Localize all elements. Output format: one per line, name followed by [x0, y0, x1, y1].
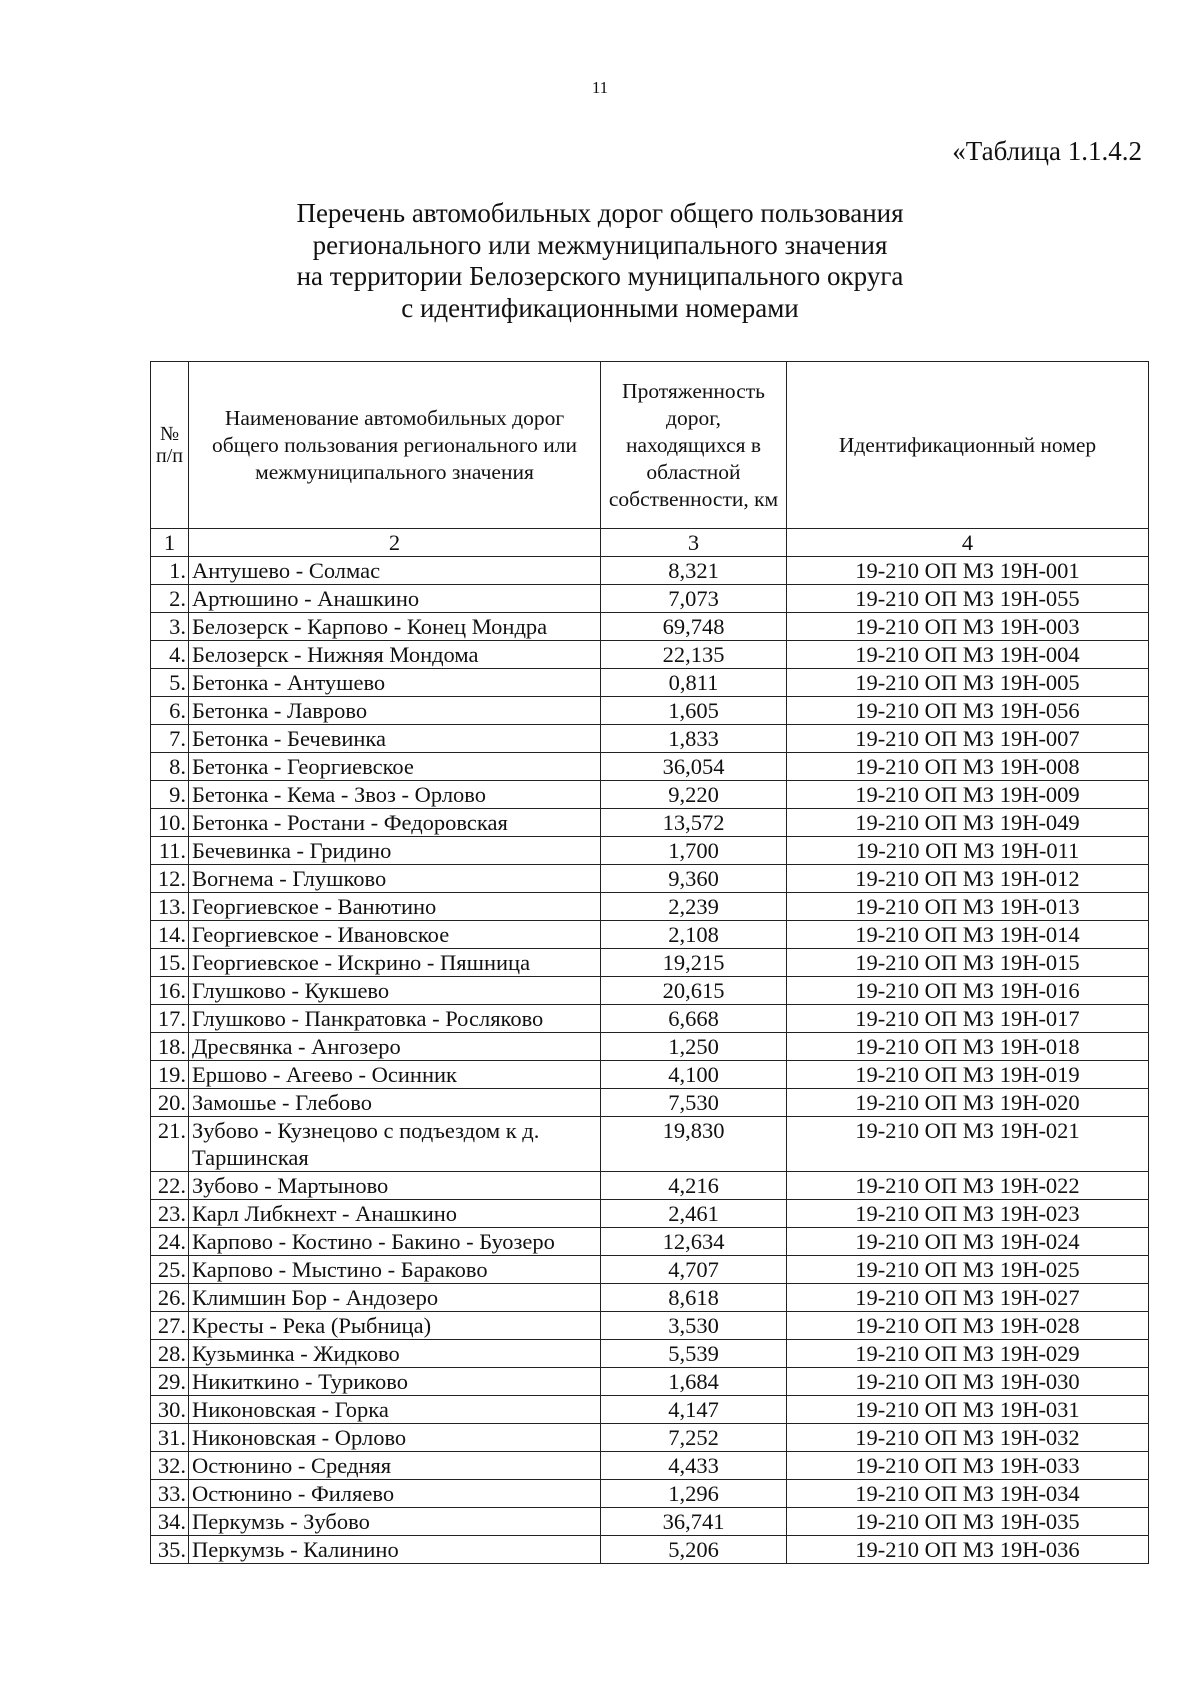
- road-name-cell: Остюнино - Филяево: [189, 1480, 601, 1508]
- road-id-cell: 19-210 ОП МЗ 19Н-028: [787, 1312, 1149, 1340]
- road-id-cell: 19-210 ОП МЗ 19Н-020: [787, 1089, 1149, 1117]
- road-name-cell: Карпово - Мыстино - Бараково: [189, 1256, 601, 1284]
- road-id-cell: 19-210 ОП МЗ 19Н-027: [787, 1284, 1149, 1312]
- row-number-cell: 9.: [151, 781, 189, 809]
- road-name-cell: Георгиевское - Ванютино: [189, 893, 601, 921]
- road-id-cell: 19-210 ОП МЗ 19Н-056: [787, 697, 1149, 725]
- road-length-cell: 7,073: [601, 585, 787, 613]
- road-id-cell: 19-210 ОП МЗ 19Н-012: [787, 865, 1149, 893]
- table-row: [151, 725, 1149, 753]
- road-length-cell: 2,461: [601, 1200, 787, 1228]
- road-length-cell: 2,239: [601, 893, 787, 921]
- row-number-cell: 28.: [151, 1340, 189, 1368]
- road-length-cell: 1,605: [601, 697, 787, 725]
- table-row: [151, 1256, 1149, 1284]
- road-name-cell: Георгиевское - Искрино - Пяшница: [189, 949, 601, 977]
- row-number-cell: 11.: [151, 837, 189, 865]
- road-name-cell: Перкумзь - Зубово: [189, 1508, 601, 1536]
- road-length-cell: 2,108: [601, 921, 787, 949]
- row-number-cell: 29.: [151, 1368, 189, 1396]
- road-id-cell: 19-210 ОП МЗ 19Н-023: [787, 1200, 1149, 1228]
- road-name-cell: Зубово - Кузнецово с подъездом к д. Таршинская: [189, 1117, 601, 1172]
- row-number-cell: 34.: [151, 1508, 189, 1536]
- road-length-cell: 4,707: [601, 1256, 787, 1284]
- road-length-cell: 4,216: [601, 1172, 787, 1200]
- road-length-cell: 36,741: [601, 1508, 787, 1536]
- road-id-cell: 19-210 ОП МЗ 19Н-049: [787, 809, 1149, 837]
- road-length-cell: 1,250: [601, 1033, 787, 1061]
- header-number-sign: №: [159, 423, 180, 445]
- road-name-cell: Кресты - Река (Рыбница): [189, 1312, 601, 1340]
- road-id-cell: 19-210 ОП МЗ 19Н-008: [787, 753, 1149, 781]
- road-id-cell: 19-210 ОП МЗ 19Н-034: [787, 1480, 1149, 1508]
- table-row: [151, 1117, 1149, 1172]
- road-length-cell: 4,433: [601, 1452, 787, 1480]
- road-id-cell: 19-210 ОП МЗ 19Н-029: [787, 1340, 1149, 1368]
- road-id-cell: 19-210 ОП МЗ 19Н-024: [787, 1228, 1149, 1256]
- row-number-cell: 25.: [151, 1256, 189, 1284]
- road-name-cell: Бетонка - Бечевинка: [189, 725, 601, 753]
- row-number-cell: 16.: [151, 977, 189, 1005]
- row-number-cell: 26.: [151, 1284, 189, 1312]
- road-name-cell: Артюшино - Анашкино: [189, 585, 601, 613]
- row-number-cell: 12.: [151, 865, 189, 893]
- road-id-cell: 19-210 ОП МЗ 19Н-004: [787, 641, 1149, 669]
- road-id-cell: 19-210 ОП МЗ 19Н-031: [787, 1396, 1149, 1424]
- road-length-cell: 5,206: [601, 1536, 787, 1564]
- table-row: [151, 1368, 1149, 1396]
- table-row: [151, 1452, 1149, 1480]
- road-id-cell: 19-210 ОП МЗ 19Н-036: [787, 1536, 1149, 1564]
- road-length-cell: 4,147: [601, 1396, 787, 1424]
- road-length-cell: 9,360: [601, 865, 787, 893]
- road-name-cell: Никиткино - Туриково: [189, 1368, 601, 1396]
- row-number-cell: 22.: [151, 1172, 189, 1200]
- road-id-cell: 19-210 ОП МЗ 19Н-055: [787, 585, 1149, 613]
- table-row: [151, 1005, 1149, 1033]
- row-number-cell: 33.: [151, 1480, 189, 1508]
- header-length: Протяженность дорог, находящихся в областной собственности, км: [601, 362, 787, 529]
- column-number: 1: [151, 529, 189, 557]
- road-id-cell: 19-210 ОП МЗ 19Н-033: [787, 1452, 1149, 1480]
- title-line: регионального или межмуниципального значения: [312, 229, 888, 260]
- header-number-abbr: п/п: [156, 445, 183, 467]
- road-name-cell: Климшин Бор - Андозеро: [189, 1284, 601, 1312]
- table-row: [151, 865, 1149, 893]
- road-name-cell: Бетонка - Кема - Звоз - Орлово: [189, 781, 601, 809]
- row-number-cell: 18.: [151, 1033, 189, 1061]
- table-row: [151, 1340, 1149, 1368]
- table-row: [151, 753, 1149, 781]
- table-row: [151, 893, 1149, 921]
- road-name-cell: Белозерск - Нижняя Мондома: [189, 641, 601, 669]
- title-line: с идентификационными номерами: [401, 292, 799, 323]
- header-number: [151, 362, 189, 529]
- road-id-cell: 19-210 ОП МЗ 19Н-022: [787, 1172, 1149, 1200]
- table-row: [151, 1396, 1149, 1424]
- road-id-cell: 19-210 ОП МЗ 19Н-007: [787, 725, 1149, 753]
- row-number-cell: 32.: [151, 1452, 189, 1480]
- road-length-cell: 22,135: [601, 641, 787, 669]
- road-id-cell: 19-210 ОП МЗ 19Н-021: [787, 1117, 1149, 1172]
- road-name-cell: Карпово - Костино - Бакино - Буозеро: [189, 1228, 601, 1256]
- road-name-cell: Карл Либкнехт - Анашкино: [189, 1200, 601, 1228]
- road-length-cell: 8,321: [601, 557, 787, 585]
- road-length-cell: 1,833: [601, 725, 787, 753]
- column-numbers-row: [151, 529, 1149, 557]
- table-row: [151, 1312, 1149, 1340]
- table-row: [151, 1089, 1149, 1117]
- table-row: [151, 1424, 1149, 1452]
- road-name-cell: Перкумзь - Калинино: [189, 1536, 601, 1564]
- road-length-cell: 69,748: [601, 613, 787, 641]
- row-number-cell: 31.: [151, 1424, 189, 1452]
- table-row: [151, 641, 1149, 669]
- road-name-cell: Никоновская - Горка: [189, 1396, 601, 1424]
- table-row: [151, 1536, 1149, 1564]
- row-number-cell: 23.: [151, 1200, 189, 1228]
- road-name-cell: Глушково - Панкратовка - Росляково: [189, 1005, 601, 1033]
- row-number-cell: 35.: [151, 1536, 189, 1564]
- roads-table-body: [151, 557, 1149, 1564]
- road-name-cell: Белозерск - Карпово - Конец Мондра: [189, 613, 601, 641]
- table-row: [151, 1200, 1149, 1228]
- road-name-cell: Бетонка - Антушево: [189, 669, 601, 697]
- road-length-cell: 3,530: [601, 1312, 787, 1340]
- road-length-cell: 20,615: [601, 977, 787, 1005]
- roads-table: [150, 361, 1149, 1564]
- row-number-cell: 7.: [151, 725, 189, 753]
- road-name-cell: Ершово - Агеево - Осинник: [189, 1061, 601, 1089]
- road-name-cell: Бетонка - Георгиевское: [189, 753, 601, 781]
- column-number: 2: [189, 529, 601, 557]
- road-length-cell: 12,634: [601, 1228, 787, 1256]
- road-id-cell: 19-210 ОП МЗ 19Н-011: [787, 837, 1149, 865]
- road-name-cell: Бечевинка - Гридино: [189, 837, 601, 865]
- title-line: на территории Белозерского муниципального округа: [296, 261, 904, 291]
- road-name-cell: Бетонка - Лаврово: [189, 697, 601, 725]
- table-row: [151, 1480, 1149, 1508]
- row-number-cell: 10.: [151, 809, 189, 837]
- table-row: [151, 1033, 1149, 1061]
- road-name-cell: Дресвянка - Ангозеро: [189, 1033, 601, 1061]
- column-number: 4: [787, 529, 1149, 557]
- table-row: [151, 949, 1149, 977]
- road-length-cell: 1,684: [601, 1368, 787, 1396]
- table-row: [151, 921, 1149, 949]
- row-number-cell: 15.: [151, 949, 189, 977]
- column-number: 3: [601, 529, 787, 557]
- road-length-cell: 7,530: [601, 1089, 787, 1117]
- road-length-cell: 19,830: [601, 1117, 787, 1172]
- table-row: [151, 697, 1149, 725]
- road-length-cell: 6,668: [601, 1005, 787, 1033]
- header-road-name: Наименование автомобильных дорог общего пользования регионального или межмуниципального значения: [189, 362, 601, 529]
- road-id-cell: 19-210 ОП МЗ 19Н-017: [787, 1005, 1149, 1033]
- row-number-cell: 2.: [151, 585, 189, 613]
- road-length-cell: 1,700: [601, 837, 787, 865]
- table-row: [151, 1228, 1149, 1256]
- table-row: [151, 1284, 1149, 1312]
- road-length-cell: 7,252: [601, 1424, 787, 1452]
- road-name-cell: Глушково - Кукшево: [189, 977, 601, 1005]
- road-id-cell: 19-210 ОП МЗ 19Н-013: [787, 893, 1149, 921]
- table-row: [151, 613, 1149, 641]
- road-name-cell: Замошье - Глебово: [189, 1089, 601, 1117]
- road-length-cell: 5,539: [601, 1340, 787, 1368]
- road-id-cell: 19-210 ОП МЗ 19Н-014: [787, 921, 1149, 949]
- document-title: [0, 198, 1200, 324]
- row-number-cell: 1.: [151, 557, 189, 585]
- table-row: [151, 669, 1149, 697]
- table-caption: «Таблица 1.1.4.2: [952, 136, 1142, 166]
- table-row: [151, 809, 1149, 837]
- table-row: [151, 1061, 1149, 1089]
- row-number-cell: 21.: [151, 1117, 189, 1172]
- row-number-cell: 19.: [151, 1061, 189, 1089]
- row-number-cell: 30.: [151, 1396, 189, 1424]
- row-number-cell: 13.: [151, 893, 189, 921]
- road-id-cell: 19-210 ОП МЗ 19Н-018: [787, 1033, 1149, 1061]
- row-number-cell: 8.: [151, 753, 189, 781]
- row-number-cell: 20.: [151, 1089, 189, 1117]
- road-id-cell: 19-210 ОП МЗ 19Н-030: [787, 1368, 1149, 1396]
- road-name-cell: Вогнема - Глушково: [189, 865, 601, 893]
- road-name-cell: Антушево - Солмас: [189, 557, 601, 585]
- road-length-cell: 4,100: [601, 1061, 787, 1089]
- road-name-cell: Никоновская - Орлово: [189, 1424, 601, 1452]
- road-id-cell: 19-210 ОП МЗ 19Н-019: [787, 1061, 1149, 1089]
- row-number-cell: 6.: [151, 697, 189, 725]
- road-id-cell: 19-210 ОП МЗ 19Н-005: [787, 669, 1149, 697]
- road-id-cell: 19-210 ОП МЗ 19Н-009: [787, 781, 1149, 809]
- row-number-cell: 24.: [151, 1228, 189, 1256]
- page-number: 11: [591, 78, 609, 97]
- row-number-cell: 4.: [151, 641, 189, 669]
- road-name-cell: Зубово - Мартыново: [189, 1172, 601, 1200]
- road-length-cell: 1,296: [601, 1480, 787, 1508]
- road-name-cell: Остюнино - Средняя: [189, 1452, 601, 1480]
- road-length-cell: 8,618: [601, 1284, 787, 1312]
- row-number-cell: 27.: [151, 1312, 189, 1340]
- table-row: [151, 837, 1149, 865]
- road-id-cell: 19-210 ОП МЗ 19Н-015: [787, 949, 1149, 977]
- row-number-cell: 17.: [151, 1005, 189, 1033]
- table-row: [151, 977, 1149, 1005]
- table-row: [151, 781, 1149, 809]
- table-row: [151, 1508, 1149, 1536]
- row-number-cell: 3.: [151, 613, 189, 641]
- road-id-cell: 19-210 ОП МЗ 19Н-003: [787, 613, 1149, 641]
- road-id-cell: 19-210 ОП МЗ 19Н-035: [787, 1508, 1149, 1536]
- table-header-row: [151, 362, 1149, 529]
- row-number-cell: 5.: [151, 669, 189, 697]
- header-id-number: Идентификационный номер: [787, 362, 1149, 529]
- road-name-cell: Кузьминка - Жидково: [189, 1340, 601, 1368]
- road-id-cell: 19-210 ОП МЗ 19Н-025: [787, 1256, 1149, 1284]
- road-length-cell: 0,811: [601, 669, 787, 697]
- road-id-cell: 19-210 ОП МЗ 19Н-032: [787, 1424, 1149, 1452]
- table-row: [151, 557, 1149, 585]
- table-row: [151, 585, 1149, 613]
- road-length-cell: 13,572: [601, 809, 787, 837]
- road-length-cell: 19,215: [601, 949, 787, 977]
- table-row: [151, 1172, 1149, 1200]
- road-name-cell: Бетонка - Ростани - Федоровская: [189, 809, 601, 837]
- road-name-cell: Георгиевское - Ивановское: [189, 921, 601, 949]
- row-number-cell: 14.: [151, 921, 189, 949]
- road-length-cell: 9,220: [601, 781, 787, 809]
- road-id-cell: 19-210 ОП МЗ 19Н-016: [787, 977, 1149, 1005]
- road-id-cell: 19-210 ОП МЗ 19Н-001: [787, 557, 1149, 585]
- title-line: Перечень автомобильных дорог общего пользования: [296, 198, 904, 228]
- road-length-cell: 36,054: [601, 753, 787, 781]
